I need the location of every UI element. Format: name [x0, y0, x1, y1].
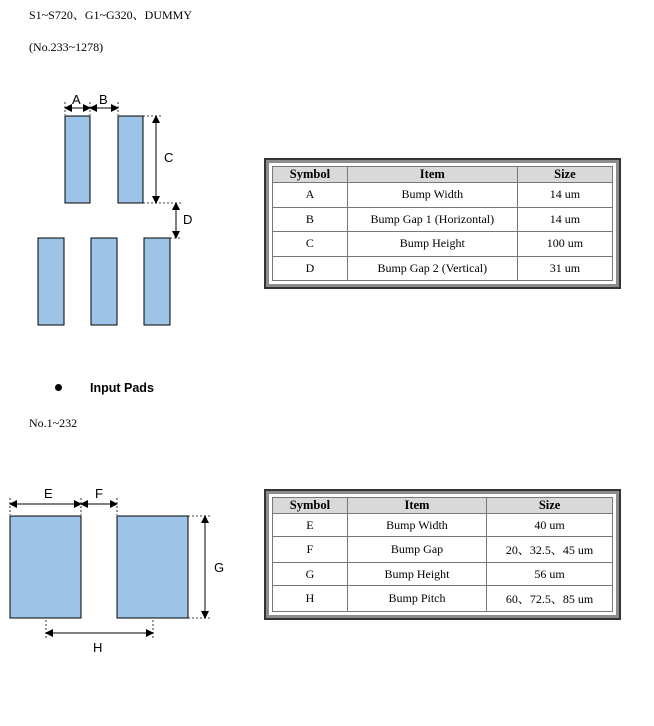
dimension-label-c: C	[164, 150, 174, 165]
cell-size: 60、72.5、85 um	[487, 586, 613, 612]
cell-size: 100 um	[517, 232, 612, 257]
cell-symbol: B	[273, 207, 348, 232]
bump	[144, 238, 170, 325]
column-header-symbol: Symbol	[273, 167, 348, 183]
table-row	[273, 183, 613, 208]
dimension-label-a: A	[72, 92, 81, 107]
column-header-item: Item	[347, 167, 517, 183]
dimension-label-h: H	[93, 640, 103, 655]
cell-item: Bump Height	[347, 232, 517, 257]
section1-title: S1~S720、G1~G320、DUMMY	[29, 8, 193, 22]
table-row	[273, 537, 613, 563]
bump	[118, 116, 143, 203]
column-header-size: Size	[487, 498, 613, 514]
bump-spec-table-output	[264, 158, 621, 289]
cell-symbol: D	[273, 256, 348, 281]
cell-size: 20、32.5、45 um	[487, 537, 613, 563]
table-row	[273, 232, 613, 257]
cell-item: Bump Gap 2 (Vertical)	[347, 256, 517, 281]
bump-spec-table-input	[264, 489, 621, 620]
cell-item: Bump Height	[347, 562, 486, 585]
dimension-label-d: D	[183, 212, 193, 227]
bump	[91, 238, 117, 325]
bump	[117, 516, 188, 618]
input-pads-heading: Input Pads	[90, 381, 154, 395]
cell-symbol: E	[273, 514, 348, 537]
cell-symbol: G	[273, 562, 348, 585]
cell-item: Bump Pitch	[347, 586, 486, 612]
dimension-label-g: G	[214, 560, 225, 575]
bump	[10, 516, 81, 618]
cell-item: Bump Width	[347, 183, 517, 208]
cell-size: 40 um	[487, 514, 613, 537]
column-header-size: Size	[517, 167, 612, 183]
column-header-symbol: Symbol	[273, 498, 348, 514]
cell-size: 14 um	[517, 207, 612, 232]
dimension-label-b: B	[99, 92, 108, 107]
cell-item: Bump Gap	[347, 537, 486, 563]
table-row	[273, 562, 613, 585]
cell-item: Bump Width	[347, 514, 486, 537]
column-header-item: Item	[347, 498, 486, 514]
cell-symbol: H	[273, 586, 348, 612]
table-row	[273, 207, 613, 232]
bump	[38, 238, 64, 325]
cell-size: 56 um	[487, 562, 613, 585]
table-row	[273, 586, 613, 612]
dimension-label-f: F	[95, 486, 103, 501]
cell-item: Bump Gap 1 (Horizontal)	[347, 207, 517, 232]
section1-pad-range: (No.233~1278)	[29, 40, 104, 54]
bump-diagram-input	[0, 480, 240, 660]
cell-size: 31 um	[517, 256, 612, 281]
bump-diagram-output	[0, 85, 240, 335]
cell-symbol: F	[273, 537, 348, 563]
bump	[65, 116, 90, 203]
cell-size: 14 um	[517, 183, 612, 208]
bullet-icon	[55, 384, 62, 391]
cell-symbol: A	[273, 183, 348, 208]
cell-symbol: C	[273, 232, 348, 257]
table-row	[273, 514, 613, 537]
dimension-label-e: E	[44, 486, 53, 501]
section2-pad-range: No.1~232	[29, 416, 78, 430]
table-row	[273, 256, 613, 281]
